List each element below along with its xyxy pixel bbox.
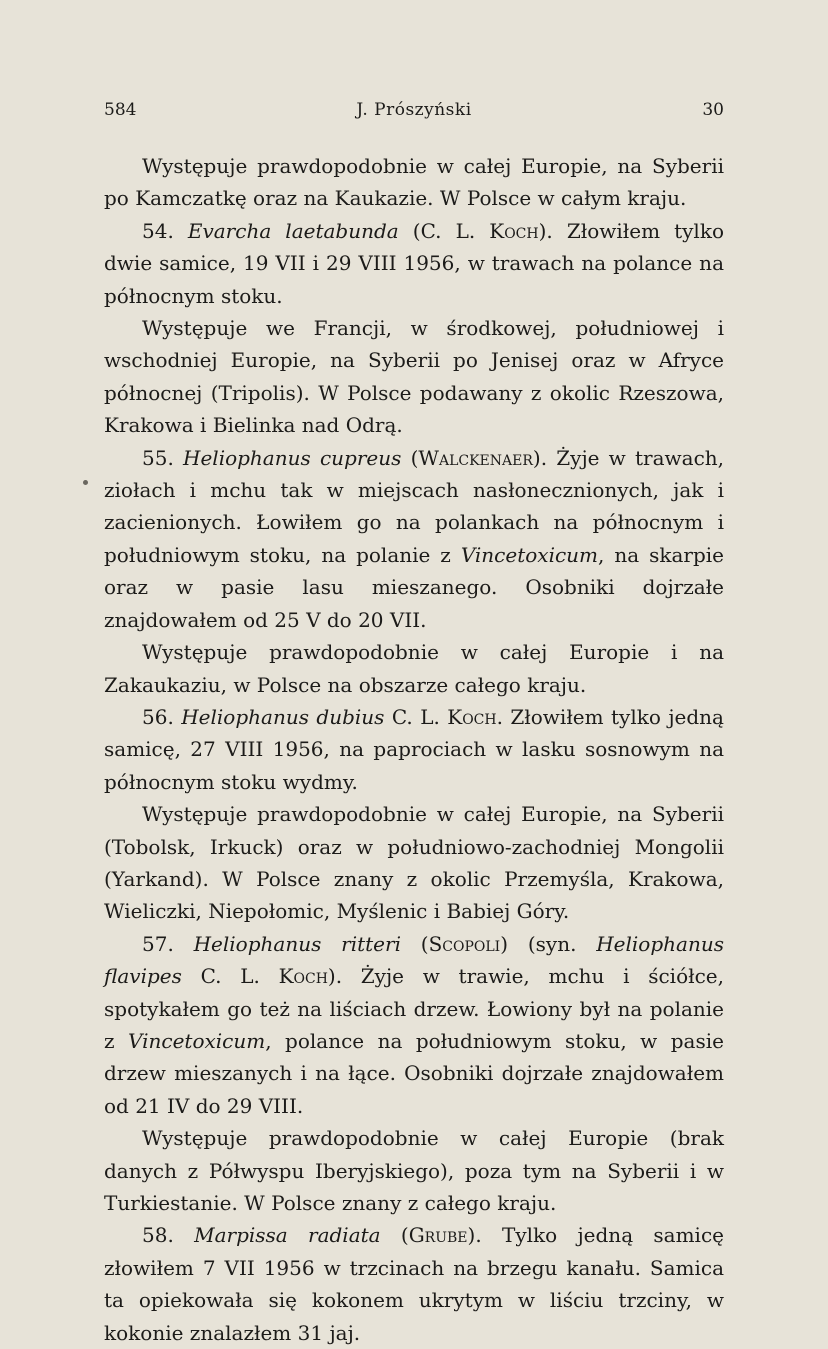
text-run: ). Żyje w trawach, ziołach i mchu tak w miejscach nasłonecznionych, jak i zacienionych. Łowiłem go na polankach na północnym i południowym stoku, na polanie z [104, 445, 725, 567]
text-run: Występuje we Francji, w środkowej, południowej i wschodniej Europie, na Syberii po Jenisej oraz w Afryce północnej (Tripolis). W Polsce podawany z okolic Rzeszowa, Krakowa i Bielinka nad Odrą. [104, 316, 724, 438]
paragraph-p3 [104, 312, 724, 442]
text-run: (C. L. [398, 218, 490, 243]
paragraph-p4 [104, 442, 724, 636]
text-run: ( [400, 931, 429, 956]
text-run: , polance na południowym stoku, w pasie drzew mieszanych i na łące. Osobniki dojrzałe znajdowałem od 21 IV do 29 VIII. [104, 1028, 724, 1118]
text-run: ). Złowiłem tylko dwie samice, 19 VII i 29 VIII 1956, w trawach na polance na północnym stoku. [104, 218, 724, 308]
text-run: C. L. [384, 704, 448, 729]
text-run: 57. [142, 931, 194, 956]
text-run: , na skarpie oraz w pasie lasu mieszanego. Osobniki dojrzałe znajdowałem od 25 V do 20 VII. [104, 542, 725, 632]
paragraph-p5 [104, 636, 724, 701]
text-run: ) (syn. [500, 931, 597, 956]
paragraph-p2 [104, 215, 724, 312]
running-head-author: J. Prószyński [356, 100, 472, 120]
author-name: Scopoli [428, 931, 501, 956]
text-run: Występuje prawdopodobnie w całej Europie, na Syberii (Tobolsk, Irkuck) oraz w południowo-zachodniej Mongolii (Yarkand). W Polsce znany z okolic Przemyśla, Krakowa, Wieliczki, Niepołomic, Myślenic i Babiej Góry. [104, 802, 724, 924]
species-name: Evarcha laetabunda [187, 218, 399, 243]
paragraph-p10 [104, 1219, 724, 1349]
paragraph-p6 [104, 701, 724, 798]
text-run: 55. [142, 445, 184, 470]
paragraph-p8 [104, 928, 724, 1122]
author-name: Koch [489, 218, 539, 243]
text-run: ( [401, 445, 419, 470]
species-name: Heliophanus dubius [181, 704, 385, 729]
text-run: 58. [142, 1223, 195, 1248]
author-name: Koch [278, 964, 328, 989]
species-name: Heliophanus cupreus [183, 445, 402, 470]
page-number-left: 584 [104, 100, 137, 120]
running-header [104, 100, 724, 126]
author-name: Walckenaer [418, 445, 533, 470]
author-name: Koch [447, 704, 497, 729]
body-text [104, 150, 724, 1349]
species-name: Vincetoxicum [460, 542, 599, 567]
author-name: Grube [408, 1223, 468, 1248]
text-run: C. L. [181, 964, 279, 989]
text-run: ). Tylko jedną samicę złowiłem 7 VII 1956 w trzcinach na brzegu kanału. Samica ta opiekowała się kokonem ukrytym w liściu trzciny, w kokonie znalazłem 31 jaj. [104, 1223, 724, 1345]
species-name: Heliophanus flavipes [104, 931, 724, 989]
text-run: . Złowiłem tylko jedną samicę, 27 VIII 1956, na paprociach w lasku sosnowym na północnym stoku wydmy. [104, 704, 724, 794]
paragraph-p7 [104, 798, 724, 928]
text-run: 54. [142, 218, 188, 243]
text-run: ( [380, 1223, 409, 1248]
paragraph-p1 [104, 150, 724, 215]
text-run: Występuje prawdopodobnie w całej Europie, na Syberii po Kamczatkę oraz na Kaukazie. W Polsce w całym kraju. [104, 154, 724, 211]
page-number-right: 30 [702, 100, 724, 120]
margin-dot [83, 480, 88, 485]
species-name: Heliophanus ritteri [193, 931, 401, 956]
text-run: 56. [142, 704, 182, 729]
species-name: Vincetoxicum [128, 1028, 266, 1053]
text-run: Występuje prawdopodobnie w całej Europie (brak danych z Półwyspu Iberyjskiego), poza tym na Syberii i w Turkiestanie. W Polsce znany z całego kraju. [104, 1126, 724, 1215]
text-run: ). Żyje w trawie, mchu i ściółce, spotykałem go też na liściach drzew. Łowiony był na polanie z [104, 964, 724, 1053]
species-name: Marpissa radiata [194, 1223, 381, 1248]
text-run: Występuje prawdopodobnie w całej Europie i na Zakaukaziu, w Polsce na obszarze całego kraju. [104, 640, 724, 697]
paragraph-p9 [104, 1122, 724, 1219]
